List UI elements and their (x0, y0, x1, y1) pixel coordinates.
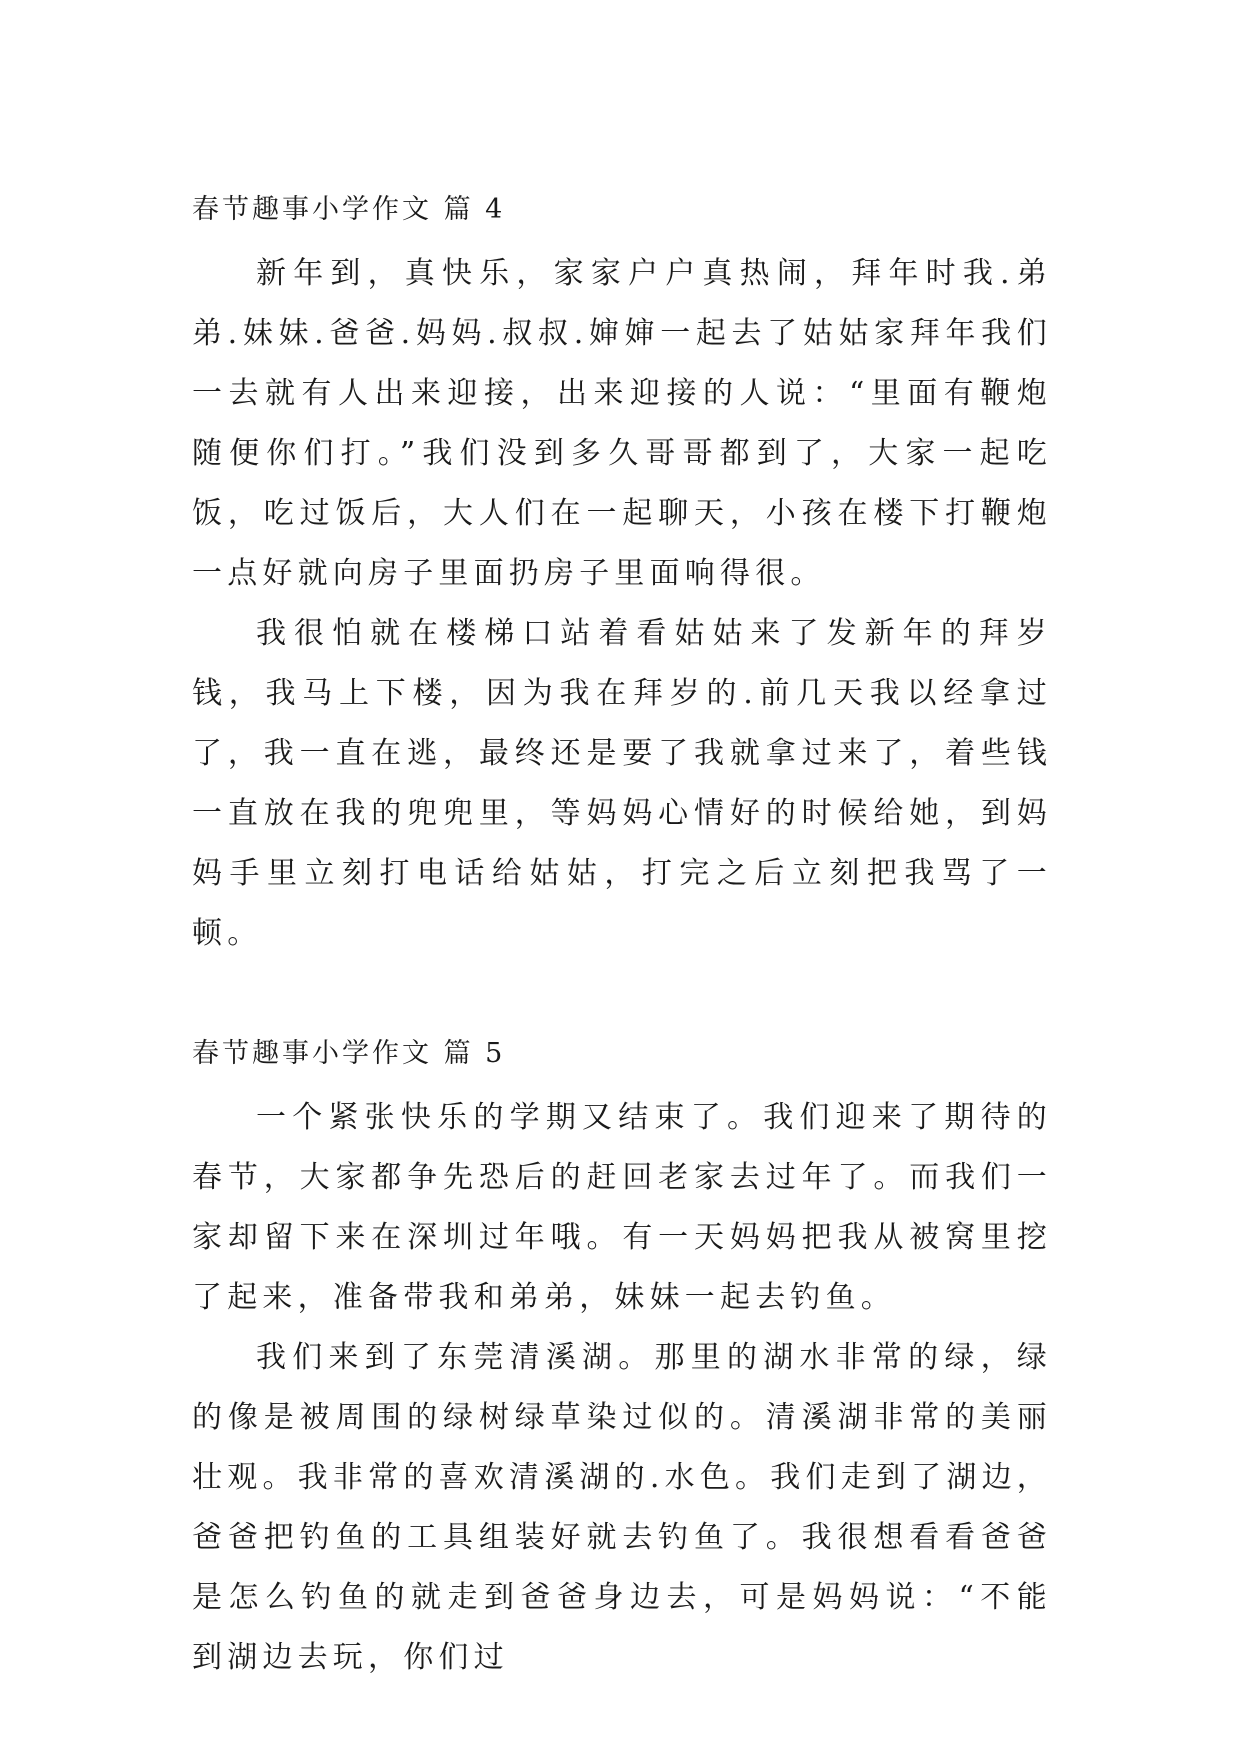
essay-section-4 (192, 190, 1052, 964)
paragraph: 新年到，真快乐，家家户户真热闹，拜年时我.弟弟.妹妹.爸爸.妈妈.叔叔.婶婶一起去了姑姑家拜年我们一去就有人出来迎接，出来迎接的人说：“里面有鞭炮随便你们打。”我们没到多久哥哥都到了，大家一起吃饭，吃过饭后，大人们在一起聊天，小孩在楼下打鞭炮一点好就向房子里面扔房子里面响得很。 (192, 256, 1052, 591)
document-body (192, 190, 1052, 1688)
section-heading: 春节趣事小学作文 篇 5 (192, 1038, 506, 1069)
paragraph: 我很怕就在楼梯口站着看姑姑来了发新年的拜岁钱，我马上下楼，因为我在拜岁的.前几天我以经拿过了，我一直在逃，最终还是要了我就拿过来了，着些钱一直放在我的兜兜里，等妈妈心情好的时候给她，到妈妈手里立刻打电话给姑姑，打完之后立刻把我骂了一顿。 (192, 616, 1052, 951)
paragraph: 我们来到了东莞清溪湖。那里的湖水非常的绿，绿的像是被周围的绿树绿草染过似的。清溪湖非常的美丽壮观。我非常的喜欢清溪湖的.水色。我们走到了湖边，爸爸把钓鱼的工具组装好就去钓鱼了。我很想看看爸爸是怎么钓鱼的就走到爸爸身边去，可是妈妈说：“不能到湖边去玩，你们过 (192, 1340, 1052, 1675)
paragraph: 一个紧张快乐的学期又结束了。我们迎来了期待的春节，大家都争先恐后的赶回老家去过年了。而我们一家却留下来在深圳过年哦。有一天妈妈把我从被窝里挖了起来，准备带我和弟弟，妹妹一起去钓鱼。 (192, 1100, 1052, 1315)
section-heading: 春节趣事小学作文 篇 4 (192, 194, 506, 225)
essay-section-5 (192, 1034, 1052, 1688)
